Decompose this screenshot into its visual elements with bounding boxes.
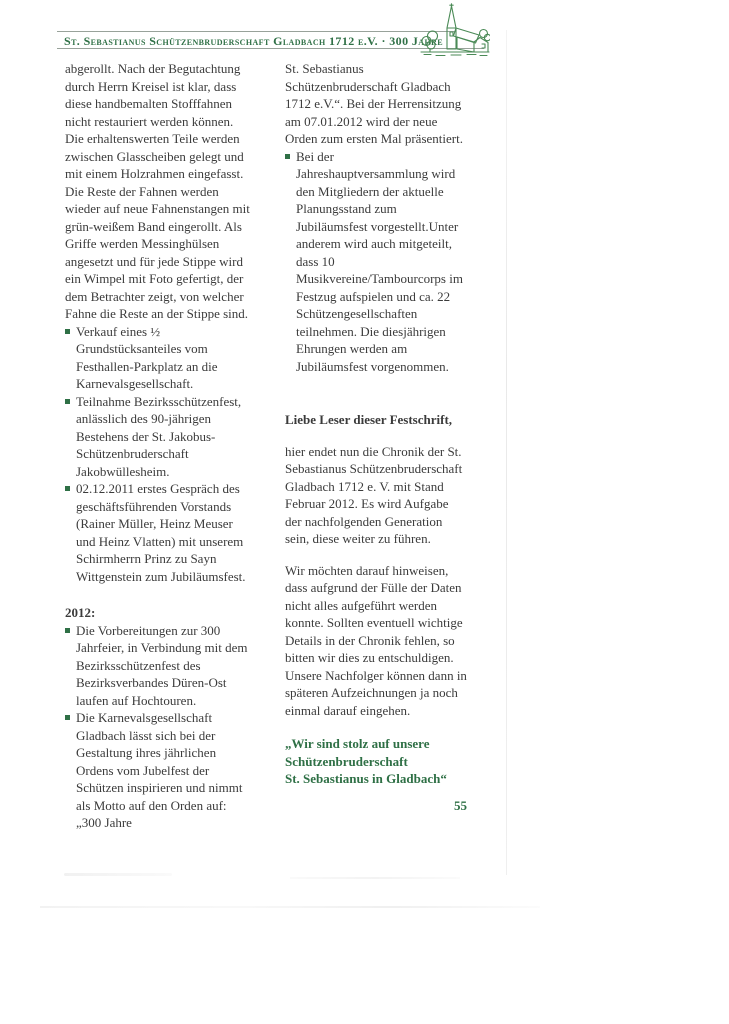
paragraph-orden: St. Sebastianus Schützenbruderschaft Gladbach 1712 e.V.“. Bei der Herrensitzung am 07.01.2012 wird der neue Orden zum ersten Mal präsentiert. (285, 61, 463, 146)
closing-quote (285, 735, 467, 788)
bullet-square-icon (65, 715, 70, 720)
list-item (65, 622, 253, 710)
bullet-list-jahreshauptversammlung (285, 148, 467, 376)
quote-line: Schützenbruderschaft (285, 753, 408, 769)
paragraph-hinweis: Wir möchten darauf hinweisen, dass aufgrund der Fülle der Daten nicht alles aufgeführt werden konnte. Sollten eventuell wichtige Details in der Chronik fehlen, so bitten wir dies zu entschuldigen. Unsere Nachfolger können dann in späteren Aufzeichnungen ja noch einmal darauf eingehen. (285, 562, 467, 718)
page-number: 55 (454, 797, 467, 813)
list-item-text: Teilnahme Bezirksschützenfest, anlässlich des 90-jährigen Bestehens der St. Jakobus-Schützenbruderschaft Jakobwüllesheim. (76, 393, 242, 479)
list-item (65, 709, 253, 832)
scan-page-edge (506, 30, 507, 875)
bullet-square-icon (65, 628, 70, 633)
scan-artifact (40, 906, 540, 908)
church-village-icon (420, 3, 490, 59)
bullet-square-icon (65, 486, 70, 491)
bullet-list-2011 (65, 323, 253, 586)
scan-artifact (64, 873, 172, 876)
list-item (65, 480, 253, 585)
list-item-text: Die Vorbereitungen zur 300 Jahrfeier, in Verbindung mit dem Bezirksschützenfest des Bezirksverbandes Düren-Ost laufen auf Hochtouren. (76, 622, 248, 708)
paragraph-fahnen: abgerollt. Nach der Begutachtung durch Herrn Kreisel ist klar, dass diese handbemalten Stofffahnen nicht restauriert werden können. Die erhaltenswerten Teile werden zwischen Glasscheiben gelegt und mit einem Holzrahmen eingefasst. Die Reste der Fahnen werden wieder auf neue Fahnenstangen mit grün-weißem Band eingerollt. Als Griffe werden Messinghülsen angesetzt und für jede Stippe wird ein Wimpel mit Foto gefertigt, der dem Betrachter zeigt, von welcher Fahne die Reste an der Stippe sind. (65, 61, 250, 321)
bullet-list-2012 (65, 622, 253, 832)
scan-artifact (290, 877, 460, 879)
list-item (65, 323, 253, 393)
quote-line: „Wir sind stolz auf unsere (285, 736, 430, 751)
list-item-text: 02.12.2011 erstes Gespräch des geschäftsführenden Vorstands (Rainer Müller, Heinz Meuser und Heinz Vlatten) mit unserem Schirmherrn Prinz zu Sayn Wittgenstein zum Jubiläumsfest. (76, 481, 246, 584)
page-title: St. Sebastianus Schützenbruderschaft Gladbach 1712 e.V. · 300 Jahre (64, 34, 443, 48)
list-item-text: Verkauf eines ½ Grundstücksanteiles vom Festhallen-Parkplatz an die Karnevalsgesellschaft. (76, 323, 218, 391)
list-item (65, 393, 253, 481)
list-item-text: Bei der Jahreshauptversammlung wird den Mitgliedern der aktuelle Planungsstand zum Jubiläumsfest vorgestellt.Unter anderem wird auch mitgeteilt, dass 10 Musikvereine/Tambourcorps im Festzug aufspielen und ca. 22 Schützengesellschaften teilnehmen. Die diesjährigen Ehrungen werden am Jubiläumsfest vorgenommen. (296, 148, 463, 374)
header-rule-top (57, 31, 455, 32)
right-column (285, 60, 467, 814)
bullet-square-icon (65, 399, 70, 404)
list-item-text: Die Karnevalsgesellschaft Gladbach lässt sich bei der Gestaltung ihres jährlichen Ordens vom Jubelfest der Schützen inspirieren und nimmt als Motto auf den Orden auf: „300 Jahre (76, 710, 243, 830)
bullet-square-icon (65, 329, 70, 334)
year-heading: 2012: (65, 605, 96, 620)
bullet-square-icon (285, 154, 290, 159)
list-item (285, 148, 467, 376)
subheading-liebe-leser: Liebe Leser dieser Festschrift, (285, 412, 453, 427)
quote-line: St. Sebastianus in Gladbach“ (285, 771, 447, 786)
left-column (65, 60, 253, 832)
paragraph-chronik-ende: hier endet nun die Chronik der St. Sebastianus Schützenbruderschaft Gladbach 1712 e. V. mit Stand Februar 2012. Es wird Aufgabe der nachfolgenden Generation sein, diese weiter zu führen. (285, 443, 463, 546)
